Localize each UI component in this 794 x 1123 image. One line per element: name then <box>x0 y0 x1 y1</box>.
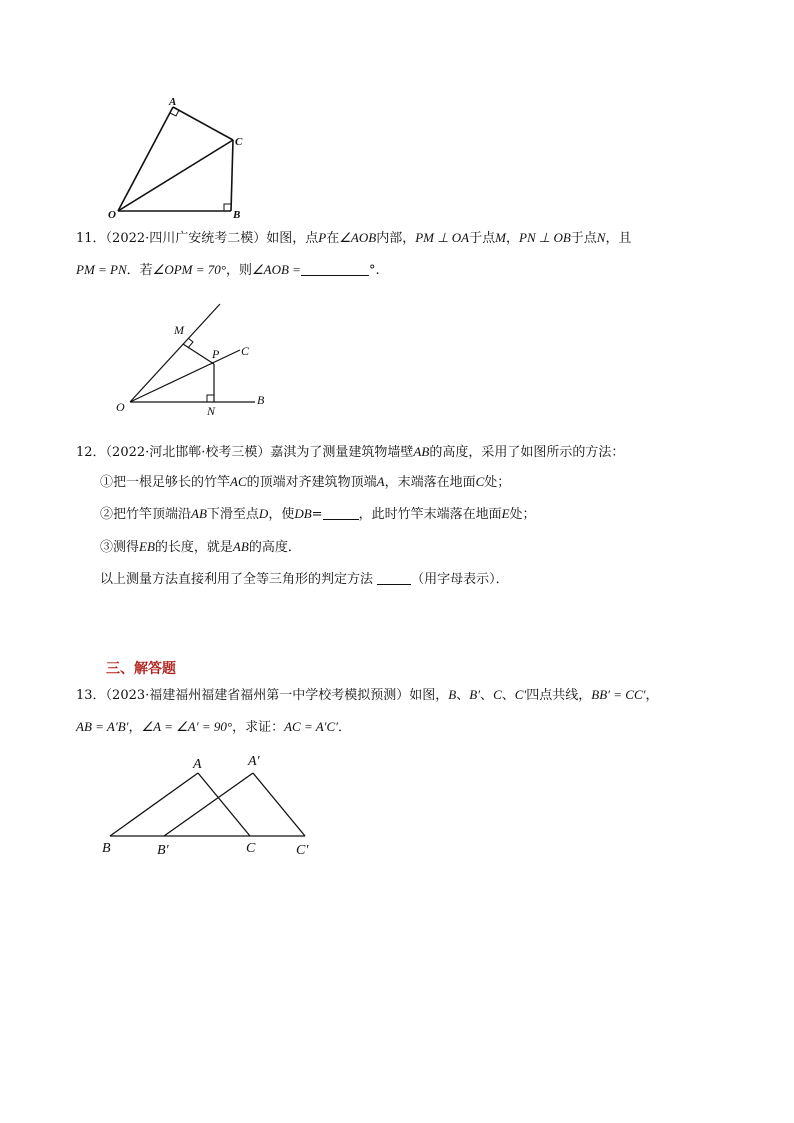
q11-var-m: M <box>495 230 506 245</box>
label-a: A <box>169 96 177 108</box>
label-bp: B′ <box>157 843 169 858</box>
q13-var-bp: B′ <box>469 687 481 702</box>
figure-quadrilateral-oacb <box>100 94 260 224</box>
q11-text: ．若 <box>126 263 153 278</box>
q12-text: ②把竹竿顶端沿 <box>100 507 192 522</box>
q11-text: ，则 <box>225 263 252 278</box>
q12-text: 的顶端对齐建筑物顶端 <box>246 475 377 490</box>
segment-oa <box>118 107 173 211</box>
q12-final <box>100 570 509 589</box>
q12-text: = <box>311 507 323 522</box>
figure-two-triangles <box>98 748 328 863</box>
q12-var-d: D <box>258 506 269 521</box>
q12-text: ，此时竹竿末端落在地面 <box>358 507 502 522</box>
q13-ac-eq: AC = A′C′ <box>284 719 339 734</box>
q11-text: °. <box>368 263 380 278</box>
label-a: A <box>193 757 202 772</box>
q12-line1 <box>76 443 624 462</box>
q11-pm-eq-pn: PM = PN <box>76 262 127 277</box>
q13-source: （2023·福建福州福建省福州第一中学校考模拟预测） <box>105 688 410 703</box>
q11-text: 如图，点 <box>266 231 319 246</box>
q12-text: 嘉淇为了测量建筑物墙壁 <box>270 445 414 460</box>
ray-oc <box>130 350 240 402</box>
q12-text: 的长度，就是 <box>154 540 233 555</box>
section-heading: 三、解答题 <box>106 661 176 677</box>
q12-var-db: DB <box>294 506 312 521</box>
label-p: P <box>212 347 220 361</box>
q12-text: ①把一根足够长的竹竿 <box>100 475 231 490</box>
q11-angle-opm: ∠OPM = 70° <box>152 262 226 277</box>
q11-angle-aob: ∠AOB <box>339 230 377 245</box>
q13-line2 <box>76 718 351 737</box>
q13-text: ， <box>645 688 659 703</box>
q12-blank-method[interactable] <box>377 570 411 585</box>
q13-text: 如图， <box>409 688 449 703</box>
figure3-svg <box>98 748 328 863</box>
label-c: C <box>235 136 243 148</box>
q12-text: 的高度． <box>248 540 301 555</box>
q12-var-ac: AC <box>230 474 247 489</box>
label-o: O <box>108 209 116 221</box>
q12-var-ab: AB <box>413 444 430 459</box>
q11-answer-blank[interactable] <box>301 261 369 276</box>
q12-text: （用字母表示）． <box>411 572 509 587</box>
q11-line1 <box>76 229 631 248</box>
q11-number: 11． <box>76 231 106 246</box>
q11-text: ， <box>506 231 520 246</box>
q12-step1 <box>100 473 510 492</box>
q12-text: 处； <box>509 507 536 522</box>
segment-pm <box>183 344 214 364</box>
segment-ac <box>198 773 250 836</box>
q11-text: ，且 <box>605 231 632 246</box>
label-n: N <box>207 404 216 418</box>
q11-text: 于点 <box>570 231 597 246</box>
label-ap: A′ <box>248 754 260 769</box>
label-b: B <box>233 209 241 221</box>
right-angle-mark-b <box>224 204 231 211</box>
q11-pn-perp-ob: PN ⊥ OB <box>519 230 571 245</box>
label-b: B <box>102 841 111 856</box>
q12-var-ab: AB <box>191 506 207 521</box>
q13-text: ． <box>338 720 352 735</box>
q11-line2 <box>76 261 380 280</box>
ray-oa <box>130 304 220 402</box>
q11-angle-aob-eq: ∠AOB = <box>251 262 301 277</box>
q12-blank-db[interactable] <box>323 505 359 520</box>
q13-text: 四点共线， <box>526 688 592 703</box>
q13-text: ，求证： <box>232 720 285 735</box>
q12-number: 12． <box>76 445 106 460</box>
segment-cb <box>231 140 233 211</box>
q13-text: 、 <box>456 688 470 703</box>
q11-text: 内部， <box>376 231 416 246</box>
right-angle-mark-n <box>207 395 214 402</box>
figure-angle-bisector <box>110 300 280 420</box>
segment-ac <box>173 107 233 140</box>
q13-var-b: B <box>448 687 457 702</box>
q13-bb-eq-cc: BB′ = CC′ <box>591 687 646 702</box>
q11-var-p: P <box>318 230 327 245</box>
q11-var-n: N <box>596 230 606 245</box>
q13-var-cp: C′ <box>514 687 527 702</box>
q12-text: 的高度，采用了如图所示的方法： <box>429 445 625 460</box>
q12-var-ab: AB <box>232 539 249 554</box>
q12-text: 下滑至点 <box>206 507 259 522</box>
q13-line1 <box>76 686 658 705</box>
q11-text: 在 <box>326 231 340 246</box>
q13-text: 、 <box>501 688 515 703</box>
label-m: M <box>174 323 184 337</box>
q12-var-eb: EB <box>139 539 155 554</box>
q13-number: 13． <box>76 688 106 703</box>
label-b: B <box>257 393 265 407</box>
q13-ab-eq: AB = A′B′ <box>76 719 129 734</box>
q13-var-c: C <box>493 687 502 702</box>
q12-source: （2022·河北邯郸·校考三模） <box>105 445 271 460</box>
q12-step3 <box>100 538 301 557</box>
q12-text: ，使 <box>268 507 295 522</box>
label-o: O <box>116 400 125 414</box>
label-c: C <box>241 344 250 358</box>
q11-source: （2022·四川广安统考二模） <box>105 231 267 246</box>
q12-var-c: C <box>475 474 485 489</box>
right-angle-mark-m <box>188 338 193 348</box>
q12-text: 以上测量方法直接利用了全等三角形的判定方法 <box>100 572 374 587</box>
q13-text: ， <box>128 720 142 735</box>
q12-var-a: A <box>376 474 385 489</box>
q12-text: ③测得 <box>100 540 140 555</box>
q12-var-e: E <box>501 506 510 521</box>
label-cp: C′ <box>296 843 309 858</box>
q11-text: 于点 <box>469 231 496 246</box>
figure1-svg <box>100 94 260 224</box>
q13-text: 、 <box>480 688 494 703</box>
q11-pm-perp-oa: PM ⊥ OA <box>415 230 470 245</box>
label-c: C <box>246 841 256 856</box>
q12-step2 <box>100 505 536 524</box>
segment-bpap <box>164 773 253 836</box>
q13-angle-eq: ∠A = ∠A′ = 90° <box>141 719 233 734</box>
segment-apcp <box>253 773 305 836</box>
figure2-svg <box>110 300 280 420</box>
q12-text: 处； <box>484 475 511 490</box>
q12-text: ，末端落在地面 <box>384 475 476 490</box>
segment-oc <box>118 140 233 211</box>
segment-ba <box>110 773 198 836</box>
